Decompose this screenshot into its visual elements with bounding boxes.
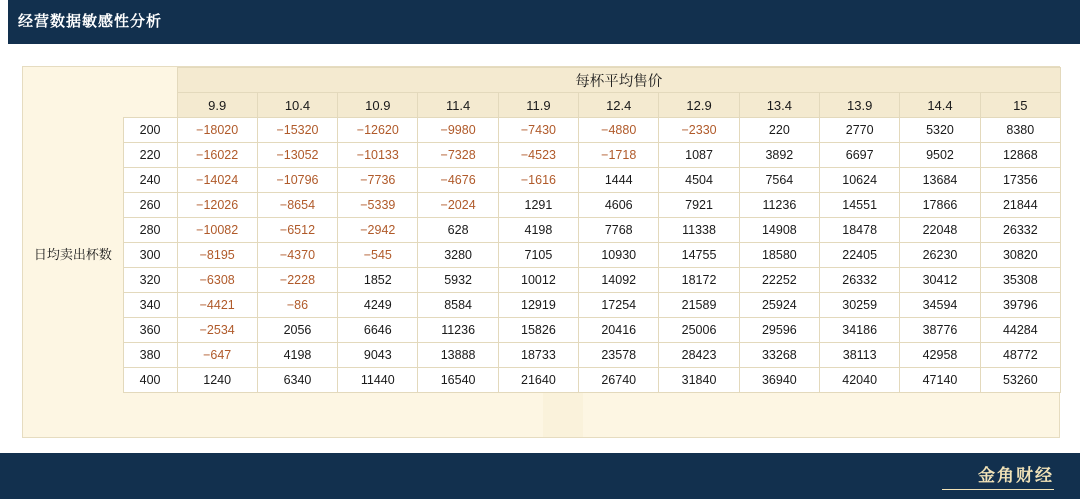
table-cell: 2056: [257, 318, 337, 343]
table-cell: −8654: [257, 193, 337, 218]
table-cell: 29596: [739, 318, 819, 343]
row-header: 200: [123, 118, 177, 143]
table-cell: 33268: [739, 343, 819, 368]
table-cell: 18733: [498, 343, 578, 368]
row-header: 260: [123, 193, 177, 218]
table-cell: −5339: [338, 193, 418, 218]
table-cell: −18020: [177, 118, 257, 143]
table-cell: 35308: [980, 268, 1060, 293]
table-row: [23, 218, 1061, 243]
table-cell: 42958: [900, 343, 980, 368]
table-cell: 220: [739, 118, 819, 143]
table-cell: 34594: [900, 293, 980, 318]
row-header: 400: [123, 368, 177, 393]
table-row: [23, 193, 1061, 218]
table-cell: −86: [257, 293, 337, 318]
table-cell: 9502: [900, 143, 980, 168]
table-cell: −10133: [338, 143, 418, 168]
table-cell: 6697: [820, 143, 900, 168]
table-cell: −2228: [257, 268, 337, 293]
table-cell: 9043: [338, 343, 418, 368]
title-bar: [0, 0, 1080, 44]
table-cell: 14092: [579, 268, 659, 293]
column-header: 12.9: [659, 93, 739, 118]
table-cell: −7430: [498, 118, 578, 143]
table-cell: 12868: [980, 143, 1060, 168]
column-header: 11.9: [498, 93, 578, 118]
table-cell: 48772: [980, 343, 1060, 368]
column-header: 10.4: [257, 93, 337, 118]
table-row: [23, 268, 1061, 293]
table-cell: −1718: [579, 143, 659, 168]
table-cell: 6340: [257, 368, 337, 393]
table-cell: −9980: [418, 118, 498, 143]
table-cell: 39796: [980, 293, 1060, 318]
table-cell: 18172: [659, 268, 739, 293]
table-cell: 6646: [338, 318, 418, 343]
table-corner-blank: [23, 68, 177, 118]
brand-logo: 金角财经: [978, 466, 1054, 485]
table-cell: −16022: [177, 143, 257, 168]
sensitivity-table-panel: [22, 66, 1060, 438]
table-cell: 5932: [418, 268, 498, 293]
table-cell: 38113: [820, 343, 900, 368]
column-header: 13.4: [739, 93, 819, 118]
table-cell: 7921: [659, 193, 739, 218]
column-header: 15: [980, 93, 1060, 118]
table-cell: 25006: [659, 318, 739, 343]
table-cell: 1291: [498, 193, 578, 218]
table-cell: 1852: [338, 268, 418, 293]
table-cell: 26332: [980, 218, 1060, 243]
table-cell: −2942: [338, 218, 418, 243]
table-cell: 7105: [498, 243, 578, 268]
row-header: 300: [123, 243, 177, 268]
table-cell: 4198: [498, 218, 578, 243]
table-cell: 11338: [659, 218, 739, 243]
table-cell: −13052: [257, 143, 337, 168]
table-cell: −1616: [498, 168, 578, 193]
table-cell: −4880: [579, 118, 659, 143]
table-cell: 12919: [498, 293, 578, 318]
table-cell: 7564: [739, 168, 819, 193]
row-header: 320: [123, 268, 177, 293]
table-cell: 14755: [659, 243, 739, 268]
table-cell: −6512: [257, 218, 337, 243]
page-title: 经营数据敏感性分析: [18, 13, 163, 30]
table-cell: 14551: [820, 193, 900, 218]
table-row: [23, 143, 1061, 168]
table-cell: 2770: [820, 118, 900, 143]
table-cell: −10796: [257, 168, 337, 193]
table-cell: 3892: [739, 143, 819, 168]
table-cell: 14908: [739, 218, 819, 243]
table-cell: 628: [418, 218, 498, 243]
sensitivity-table: [23, 67, 1061, 393]
column-header: 10.9: [338, 93, 418, 118]
table-row: [23, 243, 1061, 268]
table-cell: −14024: [177, 168, 257, 193]
column-header: 13.9: [820, 93, 900, 118]
table-row: [23, 368, 1061, 393]
table-cell: −10082: [177, 218, 257, 243]
table-cell: 44284: [980, 318, 1060, 343]
table-cell: 10624: [820, 168, 900, 193]
column-header: 14.4: [900, 93, 980, 118]
table-cell: 26740: [579, 368, 659, 393]
table-cell: 21589: [659, 293, 739, 318]
table-cell: −8195: [177, 243, 257, 268]
table-cell: 26230: [900, 243, 980, 268]
table-cell: 1087: [659, 143, 739, 168]
table-cell: 23578: [579, 343, 659, 368]
row-axis-title: 日均卖出杯数: [33, 247, 112, 263]
table-cell: 38776: [900, 318, 980, 343]
table-cell: 4606: [579, 193, 659, 218]
table-row: [23, 343, 1061, 368]
table-cell: 22048: [900, 218, 980, 243]
table-cell: 11236: [418, 318, 498, 343]
table-cell: 11440: [338, 368, 418, 393]
table-cell: 31840: [659, 368, 739, 393]
table-cell: 30412: [900, 268, 980, 293]
table-cell: 17356: [980, 168, 1060, 193]
table-cell: 13888: [418, 343, 498, 368]
table-cell: 22252: [739, 268, 819, 293]
table-cell: 36940: [739, 368, 819, 393]
table-cell: 21640: [498, 368, 578, 393]
table-cell: 21844: [980, 193, 1060, 218]
table-cell: 34186: [820, 318, 900, 343]
table-cell: −12026: [177, 193, 257, 218]
row-header: 240: [123, 168, 177, 193]
table-row: [23, 318, 1061, 343]
table-cell: −2024: [418, 193, 498, 218]
table-cell: 25924: [739, 293, 819, 318]
table-cell: 30259: [820, 293, 900, 318]
table-cell: −12620: [338, 118, 418, 143]
column-header: 9.9: [177, 93, 257, 118]
table-cell: −647: [177, 343, 257, 368]
footer-bar: [0, 453, 1080, 499]
row-header: 280: [123, 218, 177, 243]
table-cell: −545: [338, 243, 418, 268]
table-cell: −4676: [418, 168, 498, 193]
table-cell: 4198: [257, 343, 337, 368]
table-cell: 20416: [579, 318, 659, 343]
table-cell: 53260: [980, 368, 1060, 393]
table-cell: −7328: [418, 143, 498, 168]
row-header: 220: [123, 143, 177, 168]
row-header: 340: [123, 293, 177, 318]
column-header: 12.4: [579, 93, 659, 118]
column-header: 11.4: [418, 93, 498, 118]
table-cell: 5320: [900, 118, 980, 143]
table-cell: 7768: [579, 218, 659, 243]
table-cell: −2330: [659, 118, 739, 143]
table-cell: 26332: [820, 268, 900, 293]
table-row: [23, 168, 1061, 193]
table-cell: 8584: [418, 293, 498, 318]
table-cell: 10012: [498, 268, 578, 293]
title-accent-bar: [0, 0, 8, 44]
table-cell: −4523: [498, 143, 578, 168]
table-cell: 16540: [418, 368, 498, 393]
table-cell: 8380: [980, 118, 1060, 143]
table-cell: 17866: [900, 193, 980, 218]
table-cell: 1240: [177, 368, 257, 393]
table-cell: 13684: [900, 168, 980, 193]
row-header: 360: [123, 318, 177, 343]
table-cell: 18478: [820, 218, 900, 243]
table-cell: −4421: [177, 293, 257, 318]
table-cell: 4504: [659, 168, 739, 193]
table-cell: −4370: [257, 243, 337, 268]
table-row: [23, 118, 1061, 143]
table-cell: 30820: [980, 243, 1060, 268]
table-cell: 11236: [739, 193, 819, 218]
table-cell: 17254: [579, 293, 659, 318]
table-cell: −2534: [177, 318, 257, 343]
table-cell: 1444: [579, 168, 659, 193]
table-cell: 42040: [820, 368, 900, 393]
table-cell: 28423: [659, 343, 739, 368]
table-cell: −6308: [177, 268, 257, 293]
table-cell: 22405: [820, 243, 900, 268]
column-axis-title: 每杯平均售价: [177, 68, 1060, 93]
table-cell: 3280: [418, 243, 498, 268]
table-cell: −7736: [338, 168, 418, 193]
table-cell: 15826: [498, 318, 578, 343]
table-cell: −15320: [257, 118, 337, 143]
table-cell: 18580: [739, 243, 819, 268]
row-header: 380: [123, 343, 177, 368]
table-cell: 10930: [579, 243, 659, 268]
table-row: [23, 293, 1061, 318]
table-cell: 4249: [338, 293, 418, 318]
table-cell: 47140: [900, 368, 980, 393]
